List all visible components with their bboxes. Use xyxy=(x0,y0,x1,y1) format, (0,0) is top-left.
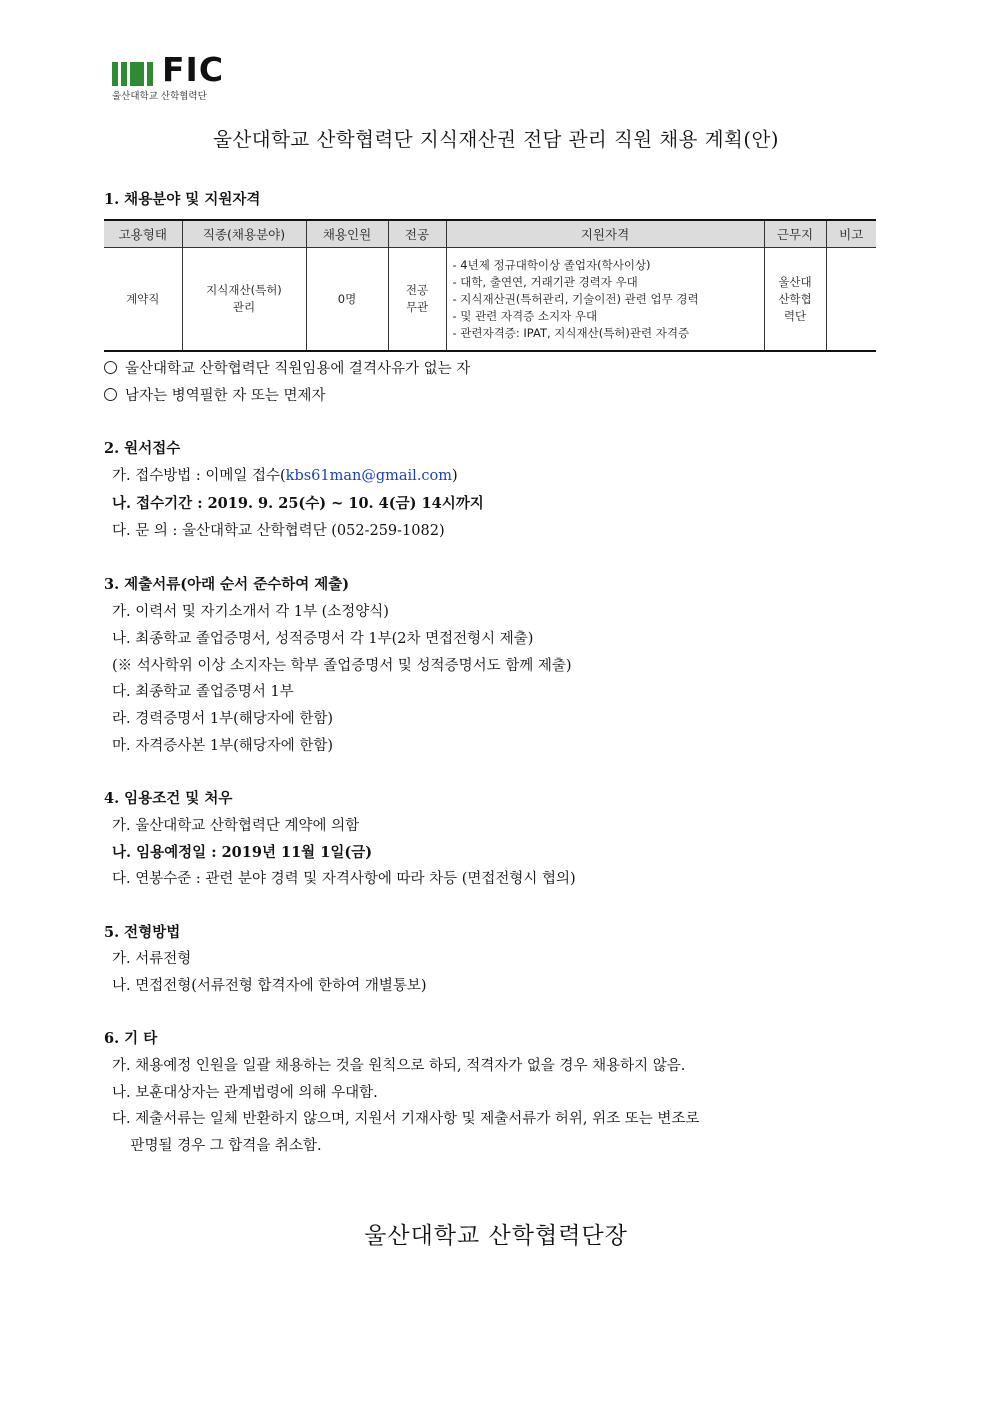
cell-note xyxy=(826,248,876,352)
table-row xyxy=(104,248,876,352)
qualification-item: - 지식재산권(특허관리, 기술이전) 관련 업무 경력 xyxy=(452,291,699,306)
logo-mark: FIC xyxy=(162,50,225,89)
circle-bullet-icon xyxy=(104,361,117,374)
inquiry-line: 다. 문 의 : 울산대학교 산학협력단 (052-259-1082) xyxy=(112,523,445,539)
document-item-note: (※ 석사학위 이상 소지자는 학부 졸업증명서 및 성적증명서도 함께 제출) xyxy=(112,658,572,674)
selection-item: 나. 면접전형(서류전형 합격자에 한하여 개별통보) xyxy=(112,978,427,994)
misc-item: 나. 보훈대상자는 관계법령에 의해 우대함. xyxy=(112,1085,378,1101)
condition-item: 울산대학교 산학협력단 직원임용에 결격사유가 없는 자 xyxy=(104,357,470,378)
cell-major: 전공 무관 xyxy=(388,248,446,352)
application-period: 나. 접수기간 : 2019. 9. 25(수) ~ 10. 4(금) 14시까지 xyxy=(112,495,484,512)
contact-email-link[interactable]: kbs61man@gmail.com xyxy=(285,468,453,484)
section1-heading: 1. 채용분야 및 지원자격 xyxy=(104,191,261,208)
header-major: 전공 xyxy=(388,220,446,248)
section5-heading: 5. 전형방법 xyxy=(104,924,181,941)
header-job-field: 직종(채용분야) xyxy=(182,220,306,248)
section6-heading: 6. 기 타 xyxy=(104,1030,158,1047)
document-item: 나. 최종학교 졸업증명서, 성적증명서 각 1부(2차 면접전형시 제출) xyxy=(112,631,534,647)
circle-bullet-icon xyxy=(104,388,117,401)
qualification-item: - 및 관련 자격증 소지자 우대 xyxy=(452,308,598,323)
document-item: 라. 경력증명서 1부(해당자에 한함) xyxy=(112,711,334,727)
document-item: 가. 이력서 및 자기소개서 각 1부 (소정양식) xyxy=(112,604,389,620)
appointment-date: 나. 임용예정일 : 2019년 11월 1일(금) xyxy=(112,844,373,861)
qualification-item: - 4년제 정규대학이상 졸업자(학사이상) xyxy=(452,257,651,272)
header-employment-type: 고용형태 xyxy=(104,220,182,248)
section2-heading: 2. 원서접수 xyxy=(104,440,181,457)
condition-contract: 가. 울산대학교 산학협력단 계약에 의함 xyxy=(112,818,360,834)
section3-heading: 3. 제출서류(아래 순서 준수하여 제출) xyxy=(104,576,350,593)
condition-item: 남자는 병역필한 자 또는 면제자 xyxy=(104,384,326,405)
cell-headcount: 0명 xyxy=(306,248,388,352)
issuer-signature: 울산대학교 산학협력단장 xyxy=(364,1223,628,1249)
document-item: 마. 자격증사본 1부(해당자에 한함) xyxy=(112,738,334,754)
selection-item: 가. 서류전형 xyxy=(112,951,192,967)
header-qualifications: 지원자격 xyxy=(446,220,764,248)
recruitment-table xyxy=(104,219,876,352)
header-location: 근무지 xyxy=(764,220,826,248)
cell-job-field: 지식재산(특허) 관리 xyxy=(182,248,306,352)
qualification-item: - 관련자격증: IPAT, 지식재산(특허)관련 자격증 xyxy=(452,325,690,340)
qualification-item: - 대학, 출연연, 거래기관 경력자 우대 xyxy=(452,274,638,289)
section4-heading: 4. 임용조건 및 처우 xyxy=(104,790,233,807)
misc-item-continued: 판명될 경우 그 합격을 취소함. xyxy=(112,1138,322,1154)
salary-line: 다. 연봉수준 : 관련 분야 경력 및 자격사항에 따라 차등 (면접전형시 협의) xyxy=(112,871,576,887)
application-method: 가. 접수방법 : 이메일 접수(kbs61man@gmail.com) xyxy=(112,468,458,484)
logo-subtitle: 울산대학교 산학협력단 xyxy=(112,91,207,102)
cell-employment-type: 계약직 xyxy=(104,248,182,352)
document-title: 울산대학교 산학협력단 지식재산권 전담 관리 직원 채용 계획(안) xyxy=(213,128,779,151)
cell-qualifications xyxy=(446,248,764,352)
header-note: 비고 xyxy=(826,220,876,248)
header-headcount: 채용인원 xyxy=(306,220,388,248)
document-item: 다. 최종학교 졸업증명서 1부 xyxy=(112,684,294,700)
table-header-row xyxy=(104,220,876,248)
misc-item: 가. 채용예정 인원을 일괄 채용하는 것을 원칙으로 하되, 적격자가 없을 경우 채용하지 않음. xyxy=(112,1058,686,1074)
cell-location: 울산대 산학협 력단 xyxy=(764,248,826,352)
fic-logo xyxy=(112,48,225,104)
misc-item: 다. 제출서류는 일체 반환하지 않으며, 지원서 기재사항 및 제출서류가 허위, 위조 또는 변조로 xyxy=(112,1111,700,1127)
